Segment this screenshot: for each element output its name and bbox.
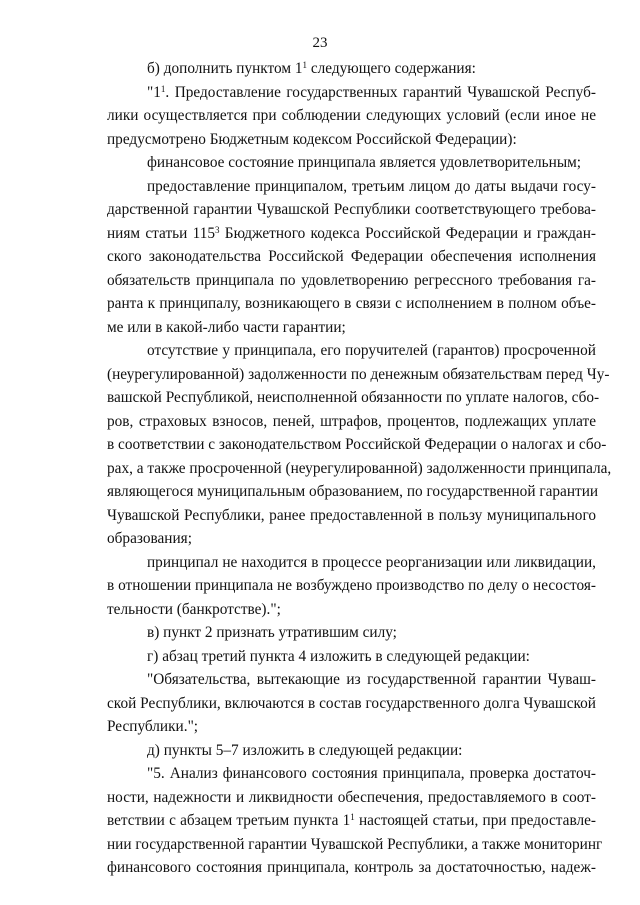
text-line: лики осуществляется при соблюдении следующих условий (если иное не bbox=[107, 107, 596, 124]
text-line: в соответствии с законодательством Российской Федерации о налогах и сбо- bbox=[107, 436, 607, 453]
text-line bbox=[107, 81, 596, 105]
text-fragment: Бюджетного кодекса Российской Федерации и граждан- bbox=[219, 224, 596, 242]
text-line: в) пункт 2 признать утратившим силу; bbox=[147, 624, 397, 641]
superscript: 1 bbox=[160, 83, 166, 94]
text-line bbox=[107, 57, 596, 81]
text-line: нии государственной гарантии Чувашской Республики, а также мониторинг bbox=[107, 835, 603, 853]
text-line: финансовое состояние принципала является удовлетворительным; bbox=[147, 154, 582, 171]
text-line: вашской Республикой, неисполненной обязанности по уплате налогов, сбо- bbox=[107, 389, 600, 406]
text-line: отсутствие у принципала, его поручителей (гарантов) просроченной bbox=[147, 342, 596, 359]
text-line: принципал не находится в процессе реорганизации или ликвидации, bbox=[147, 553, 596, 571]
text-fragment: ниям статьи 115 bbox=[107, 224, 215, 242]
text-line bbox=[107, 222, 596, 246]
text-line: (неурегулированной) задолженности по денежным обязательствам перед Чу- bbox=[107, 365, 610, 383]
text-fragment: следующего содержания: bbox=[307, 60, 476, 77]
superscript: 1 bbox=[350, 812, 355, 822]
text-line: предусмотрено Бюджетным кодексом Российской Федерации): bbox=[107, 130, 517, 148]
text-line: финансового состояния принципала, контроль за достаточностью, надеж- bbox=[107, 859, 596, 876]
text-line: дарственной гарантии Чувашской Республики соответствующего требова- bbox=[107, 201, 596, 218]
text-line: рах, а также просроченной (неурегулированной) задолженности принципала, bbox=[107, 459, 612, 477]
text-line: образования; bbox=[107, 530, 192, 547]
text-line: ской Республики, включаются в состав государственного долга Чувашской bbox=[107, 694, 596, 712]
text-line: ности, надежности и ликвидности обеспечения, предоставляемого в соот- bbox=[107, 788, 596, 806]
superscript: 3 bbox=[215, 224, 220, 235]
text-line: ме или в какой-либо части гарантии; bbox=[107, 318, 346, 336]
body-text bbox=[107, 57, 612, 880]
text-line: в отношении принципала не возбуждено производство по делу о несостоя- bbox=[107, 577, 596, 594]
text-line: обязательств принципала по удовлетворению регрессного требования га- bbox=[107, 271, 596, 289]
page-number: 23 bbox=[312, 35, 328, 51]
text-line: ского законодательства Российской Федерации обеспечения исполнения bbox=[107, 248, 596, 265]
text-line: г) абзац третий пункта 4 изложить в следующей редакции: bbox=[147, 647, 530, 665]
text-line: д) пункты 5–7 изложить в следующей редакции: bbox=[147, 741, 463, 759]
text-line: "Обязательства, вытекающие из государственной гарантии Чуваш- bbox=[147, 671, 596, 688]
text-fragment: . Предоставление государственных гарантий Чувашской Респуб- bbox=[165, 83, 596, 101]
superscript: 1 bbox=[302, 60, 308, 70]
text-fragment: "1 bbox=[147, 83, 161, 101]
text-fragment: настоящей статьи, при предоставле- bbox=[354, 812, 596, 829]
text-line bbox=[107, 809, 596, 833]
text-fragment: ветствии с абзацем третьим пункта 1 bbox=[107, 812, 351, 829]
text-line: "5. Анализ финансового состояния принципала, проверка достаточ- bbox=[147, 765, 596, 782]
text-line: ранта к принципалу, возникающего в связи с исполнением в полном объе- bbox=[107, 295, 596, 312]
text-line: ров, страховых взносов, пеней, штрафов, процентов, подлежащих уплате bbox=[107, 412, 596, 430]
text-line: предоставление принципалом, третьим лицом до даты выдачи госу- bbox=[147, 177, 596, 195]
text-line: Чувашской Республики, ранее предоставленной в пользу муниципального bbox=[107, 506, 596, 524]
text-line: Республики."; bbox=[107, 718, 199, 735]
text-fragment: б) дополнить пунктом 1 bbox=[147, 60, 303, 77]
text-line: тельности (банкротстве)."; bbox=[107, 600, 281, 618]
text-line: являющегося муниципальным образованием, по государственной гарантии bbox=[107, 483, 599, 500]
